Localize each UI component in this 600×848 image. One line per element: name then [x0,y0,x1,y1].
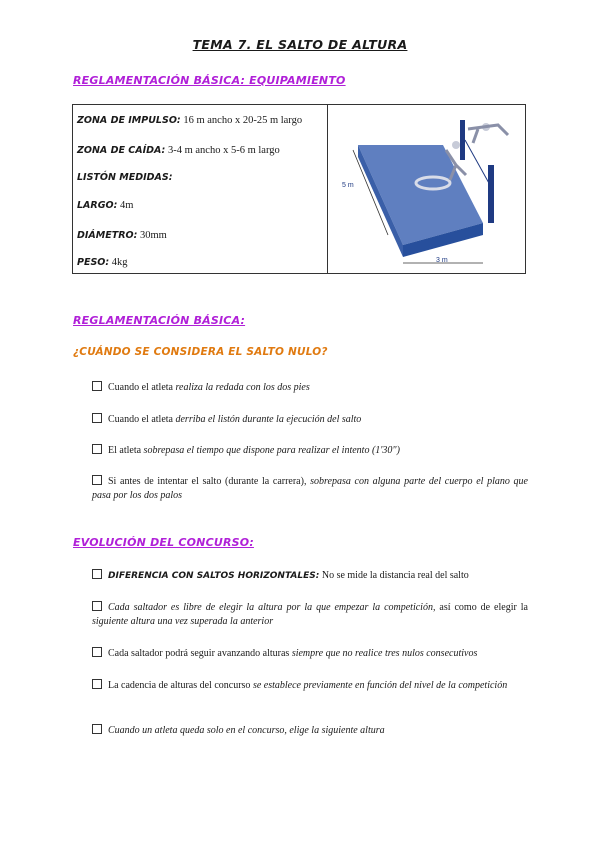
list-item: Cuando el atleta realiza la redada con los dos pies [92,381,528,395]
list-item: Si antes de intentar el salto (durante la carrera), sobrepasa con alguna parte del cuerpo el plano que pasa por los dos palos [92,476,528,501]
checkbox-icon[interactable] [92,647,102,657]
list-item: DIFERENCIA CON SALTOS HORIZONTALES: No se mide la distancia real del salto [92,569,528,583]
page-title: TEMA 7. EL SALTO DE ALTURA [192,37,408,52]
spec-value: 3-4 m ancho x 5-6 m largo [165,145,280,156]
checkbox-icon[interactable] [92,413,102,423]
list-item: Cuando el atleta derriba el listón durante la ejecución del salto [92,413,528,427]
checkbox-icon[interactable] [92,601,102,611]
checkbox-icon[interactable] [92,724,102,734]
section-heading-evolution: EVOLUCIÓN DEL CONCURSO: [73,536,254,549]
spec-label: LARGO: [77,200,118,211]
list-item: Cada saltador podrá seguir avanzando alturas siempre que no realice tres nulos consecutivos [92,647,528,661]
section-heading-equipment: REGLAMENTACIÓN BÁSICA: EQUIPAMIENTO [73,74,346,87]
upright-left [460,120,465,160]
spec-label: LISTÓN MEDIDAS: [77,172,173,183]
spec-label: ZONA DE IMPULSO: [77,115,181,126]
checkbox-icon[interactable] [92,475,102,485]
section-heading-rules: REGLAMENTACIÓN BÁSICA: [73,314,246,327]
high-jump-illustration-cell [327,105,525,274]
equipment-specs-cell [73,105,328,274]
checkbox-icon[interactable] [92,444,102,454]
list-item: Cada saltador es libre de elegir la altura por la que empezar la competición, así como de elegir la siguiente altura una vez superada la anterior [92,602,528,627]
dimension-label-width: 3 m [435,257,448,264]
list-item: Cuando un atleta queda solo en el concurso, elige la siguiente altura [92,724,528,738]
dimension-label-length: 5 m [341,182,354,189]
spec-value: 30mm [137,230,167,241]
spec-value: 16 m ancho x 20-25 m largo [180,115,303,126]
spec-value: 4m [117,200,134,211]
spec-row [77,230,167,241]
spec-row [77,200,133,211]
spec-label: ZONA DE CAÍDA: [77,145,166,156]
spec-row [77,257,128,268]
checkbox-icon[interactable] [92,381,102,391]
list-item: La cadencia de alturas del concurso se establece previamente en función del nivel de la competición [92,679,528,693]
spec-row [77,145,280,156]
spec-label: DIÁMETRO: [77,230,138,241]
spec-value: 4kg [109,257,128,268]
list-item: El atleta sobrepasa el tiempo que dispone para realizar el intento (1'30") [92,444,528,458]
spec-row [77,115,302,126]
bar-line [465,140,490,185]
spec-row [77,172,173,183]
upright-right [488,165,494,223]
equipment-table [72,104,526,274]
high-jump-illustration [328,105,526,273]
jumper-head-icon [452,141,460,149]
spec-label: PESO: [77,257,110,268]
checkbox-icon[interactable] [92,679,102,689]
checkbox-icon[interactable] [92,569,102,579]
jumper-figure-icon [468,125,508,143]
section-subheading-null-jump: ¿CUÁNDO SE CONSIDERA EL SALTO NULO? [73,346,328,358]
